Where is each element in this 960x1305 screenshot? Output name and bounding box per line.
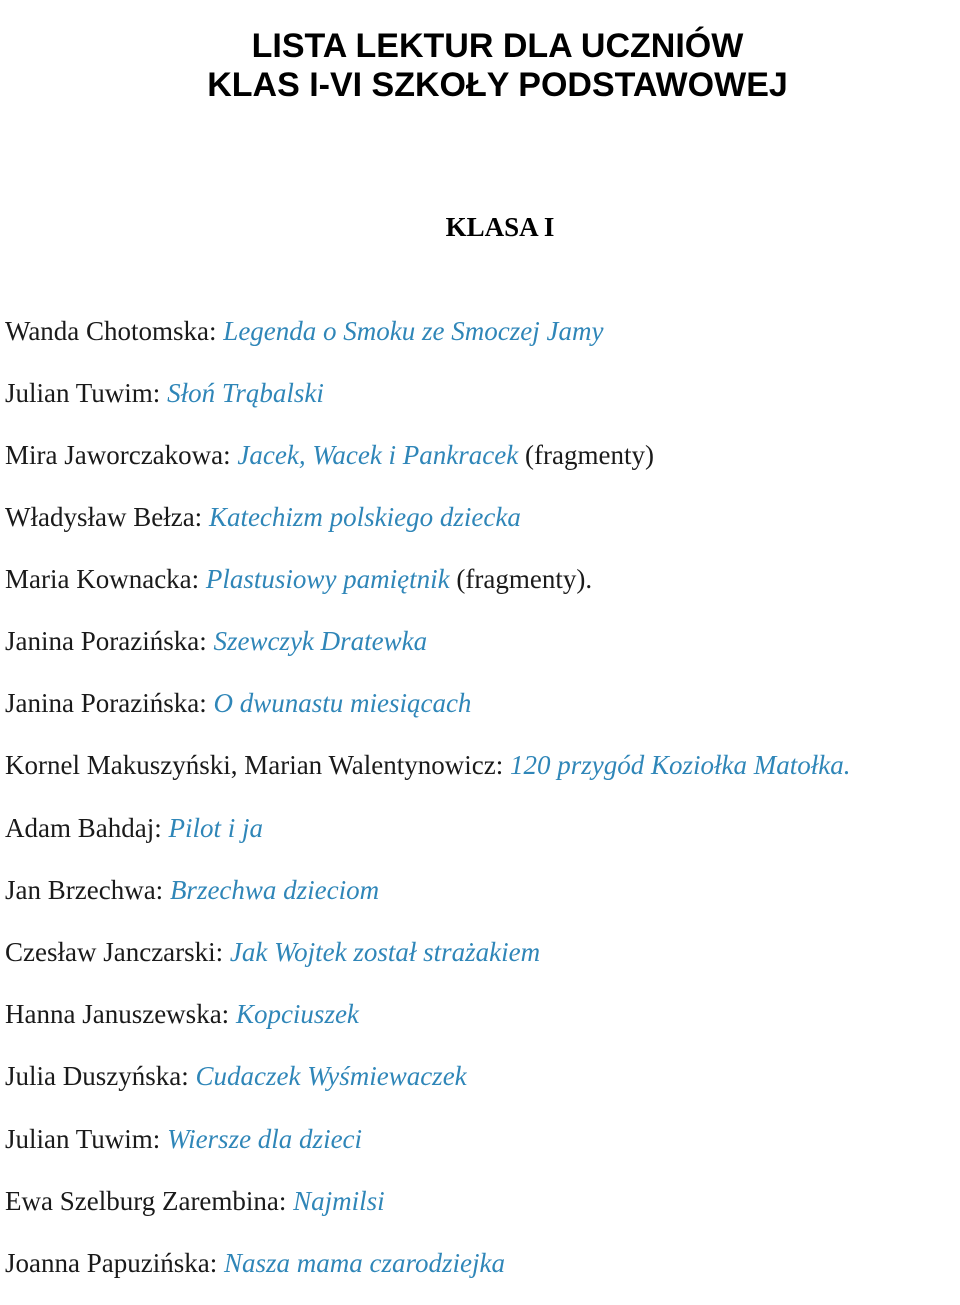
author-name: Adam Bahdaj: [5,812,162,843]
book-title: Szewczyk Dratewka [213,626,428,656]
author-name: Julia Duszyńska: [5,1061,189,1092]
book-title: O dwunastu miesiącach [213,688,472,719]
reading-list-item [5,932,960,994]
author-name: Władysław Bełza: [5,502,203,532]
author-name: Julian Tuwim: [5,378,161,408]
reading-list-item [5,497,960,559]
book-title: Legenda o Smoku ze Smoczej Jamy [223,316,604,346]
reading-list-item [5,683,960,745]
author-name: Mira Jaworczakowa: [5,440,231,470]
reading-list-item [5,1243,960,1305]
reading-list-item [5,745,960,807]
author-name: Joanna Papuzińska: [5,1247,218,1278]
author-name: Ewa Szelburg Zarembina: [5,1185,287,1216]
reading-list-item [5,808,960,870]
reading-list-item [5,1056,960,1118]
author-name: Hanna Januszewska: [5,999,230,1030]
book-title: Katechizm polskiego dziecka [208,502,521,532]
book-title: 120 przygód Koziołka Matołka. [509,750,851,781]
reading-list-item [5,311,960,373]
reading-list-item [5,1181,960,1243]
class-heading: KLASA I [445,212,555,243]
book-title: Nasza mama czarodziejka [223,1247,505,1278]
reading-list-item [5,1119,960,1181]
reading-list-item [5,994,960,1056]
fragment-note: (fragmenty). [456,564,593,594]
book-title: Jak Wojtek został strażakiem [229,936,541,967]
document-title [0,27,960,105]
book-title: Kopciuszek [235,999,359,1030]
reading-list-item [5,621,960,683]
author-name: Wanda Chotomska: [5,316,217,346]
document-title-line-1: LISTA LEKTUR DLA UCZNIÓW [251,26,744,65]
reading-list-item [5,435,960,497]
book-title: Brzechwa dzieciom [169,874,380,905]
author-name: Jan Brzechwa: [5,874,164,905]
author-name: Janina Porazińska: [5,688,207,719]
document-title-line-2: KLAS I-VI SZKOŁY PODSTAWOWEJ [207,65,788,104]
reading-list [5,311,960,1305]
book-title: Słoń Trąbalski [167,378,324,408]
book-title: Jacek, Wacek i Pankracek [237,440,519,470]
book-title: Cudaczek Wyśmiewaczek [195,1061,467,1092]
book-title: Najmilsi [293,1185,385,1216]
author-name: Czesław Janczarski: [5,936,224,967]
reading-list-item [5,870,960,932]
author-name: Kornel Makuszyński, Marian Walentynowicz: [5,750,504,781]
author-name: Maria Kownacka: [5,564,200,594]
author-name: Julian Tuwim: [5,1123,161,1154]
book-title: Plastusiowy pamiętnik [205,564,450,594]
reading-list-item [5,373,960,435]
author-name: Janina Porazińska: [5,626,207,656]
book-title: Wiersze dla dzieci [167,1123,363,1154]
book-title: Pilot i ja [168,812,263,843]
reading-list-item [5,559,960,621]
fragment-note: (fragmenty) [525,440,654,470]
